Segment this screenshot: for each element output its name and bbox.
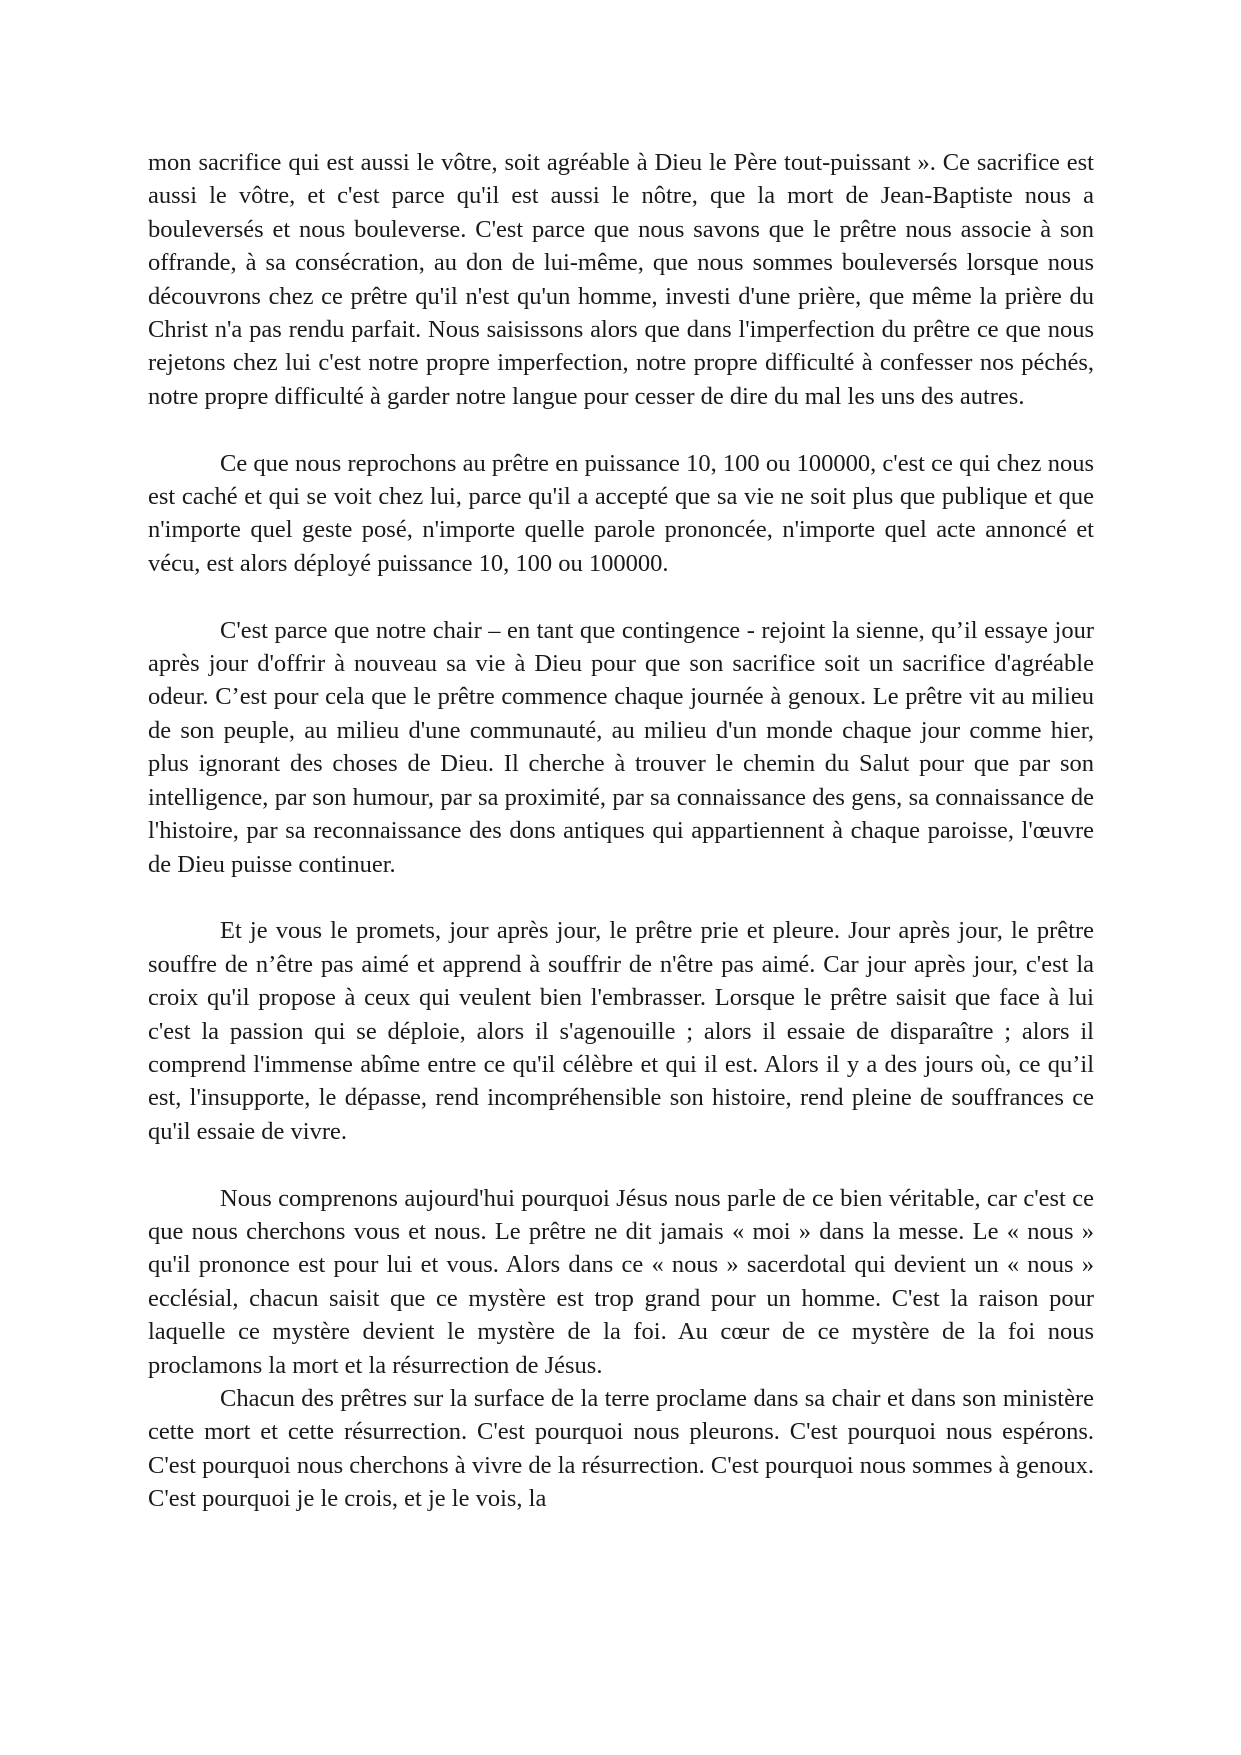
paragraph-6: Chacun des prêtres sur la surface de la terre proclame dans sa chair et dans son ministère cette mort et cette résurrection. C'est pourquoi nous pleurons. C'est pourquoi nous espérons. C'est pourquoi nous cherchons à vivre de la résurrection. C'est pourquoi nous sommes à genoux. C'est pourquoi je le crois, et je le vois, la [148, 1384, 1094, 1513]
paragraph-3: C'est parce que notre chair – en tant que contingence - rejoint la sienne, qu’il essaye jour après jour d'offrir à nouveau sa vie à Dieu pour que son sacrifice soit un sacrifice d'agréable odeur. C’est pour cela que le prêtre commence chaque journée à genoux. Le prêtre vit au milieu de son peuple, au milieu d'une communauté, au milieu d'un monde chaque jour comme hier, plus ignorant des choses de Dieu. Il cherche à trouver le chemin du Salut pour que par son intelligence, par son humour, par sa proximité, par sa connaissance des gens, sa connaissance de l'histoire, par sa reconnaissance des dons antiques qui appartiennent à chaque paroisse, l'œuvre de Dieu puisse continuer. [148, 616, 1094, 878]
paragraph-1: mon sacrifice qui est aussi le vôtre, soit agréable à Dieu le Père tout-puissant ». Ce sacrifice est aussi le vôtre, et c'est parce qu'il est aussi le nôtre, que la mort de Jean-Baptiste nous a bouleversés et nous bouleverse. C'est parce que nous savons que le prêtre nous associe à son offrande, à sa consécration, au don de lui-même, que nous sommes bouleversés lorsque nous découvrons chez ce prêtre qu'il n'est qu'un homme, investi d'une prière, que même la prière du Christ n'a pas rendu parfait. Nous saisissons alors que dans l'imperfection du prêtre ce que nous rejetons chez lui c'est notre propre imperfection, notre propre difficulté à confesser nos péchés, notre propre difficulté à garder notre langue pour cesser de dire du mal les uns des autres. [148, 149, 1094, 410]
paragraph-4: Et je vous le promets, jour après jour, le prêtre prie et pleure. Jour après jour, le prêtre souffre de n’être pas aimé et apprend à souffrir de n'être pas aimé. Car jour après jour, c'est la croix qu'il propose à ceux qui veulent bien l'embrasser. Lorsque le prêtre saisit que face à lui c'est la passion qui se déploie, alors il s'agenouille ; alors il essaie de disparaître ; alors il comprend l'immense abîme entre ce qu'il célèbre et qui il est. Alors il y a des jours où, ce qu’il est, l'insupporte, le dépasse, rend incompréhensible son histoire, rend pleine de souffrances ce qu'il essaie de vivre. [148, 917, 1094, 1145]
paragraph-2: Ce que nous reprochons au prêtre en puissance 10, 100 ou 100000, c'est ce qui chez nous est caché et qui se voit chez lui, parce qu'il a accepté que sa vie ne soit plus que publique et que n'importe quel geste posé, n'importe quelle parole prononcée, n'importe quel acte annoncé et vécu, est alors déployé puissance 10, 100 ou 100000. [148, 449, 1094, 577]
document-body [148, 146, 1094, 1516]
paragraph-5: Nous comprenons aujourd'hui pourquoi Jésus nous parle de ce bien véritable, car c'est ce que nous cherchons vous et nous. Le prêtre ne dit jamais « moi » dans la messe. Le « nous » qu'il prononce est pour lui et vous. Alors dans ce « nous » sacerdotal qui devient un « nous » ecclésial, chacun saisit que ce mystère est trop grand pour un homme. C'est la raison pour laquelle ce mystère devient le mystère de la foi. Au cœur de ce mystère de la foi nous proclamons la mort et la résurrection de Jésus. [148, 1184, 1094, 1379]
